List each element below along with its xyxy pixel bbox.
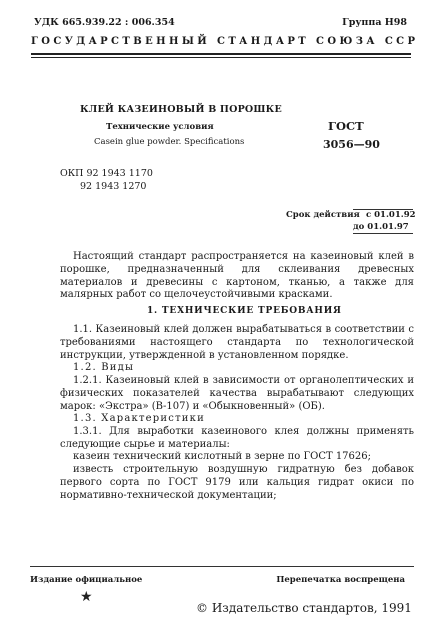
star-icon: ★ — [80, 589, 93, 605]
reprint-prohibited-label: Перепечатка воспрещена — [276, 575, 405, 585]
header-rule-thin — [31, 57, 411, 58]
udk-code: УДК 665.939.22 : 006.354 — [34, 17, 175, 28]
validity-from: с 01.01.92 — [366, 210, 416, 220]
gost-number: 3056—90 — [323, 138, 380, 151]
intro-paragraph: Настоящий стандарт распространяется на казеиновый клей в порошке, предназначенный для склеивания древесных материалов и древесины с картоном, тканью, а также для малярных работ со щелочеустойчивыми красками. — [60, 251, 414, 301]
okp-code-1: ОКП 92 1943 1170 — [60, 168, 153, 179]
gost-label: ГОСТ — [328, 119, 364, 133]
state-standard-heading: ГОСУДАРСТВЕННЫЙ СТАНДАРТ СОЮЗА ССР — [31, 36, 419, 47]
heading-1-2: 1.2. Виды — [73, 362, 135, 373]
document-subtitle: Технические условия — [106, 122, 214, 132]
paragraph-1-3-1: 1.3.1. Для выработки казеинового клея должны применять следующие сырье и материалы: — [60, 426, 414, 450]
copyright-notice: © Издательство стандартов, 1991 — [196, 601, 412, 615]
group-code: Группа Н98 — [342, 17, 407, 28]
validity-rule-bottom — [353, 233, 413, 234]
paragraph-1-2-1: 1.2.1. Казеиновый клей в зависимости от органолептических и физических показателей качества вырабатывают следующих марок: «Экстра» (В-107) и «Обыкновенный» (ОБ). — [60, 375, 414, 412]
list-item: известь строительную воздушную гидратную без добавок первого сорта по ГОСТ 9179 или кальция гидрат окиси по нормативно-технической документации; — [60, 464, 414, 501]
paragraph-1-1: 1.1. Казеиновый клей должен вырабатываться в соответствии с требованиями настоящего стандарта по технологической инструкции, утвержденной в установленном порядке. — [60, 324, 414, 361]
validity-label: Срок действия — [286, 210, 360, 220]
list-item: казеин технический кислотный в зерне по ГОСТ 17626; — [73, 451, 371, 462]
official-edition-label: Издание официальное — [30, 575, 143, 585]
document-title-en: Casein glue powder. Specifications — [94, 137, 245, 147]
validity-to: до 01.01.97 — [353, 222, 409, 232]
document-title-ru: КЛЕЙ КАЗЕИНОВЫЙ В ПОРОШКЕ — [80, 104, 282, 115]
okp-code-2: 92 1943 1270 — [80, 181, 147, 192]
section-title: 1. ТЕХНИЧЕСКИЕ ТРЕБОВАНИЯ — [147, 306, 342, 316]
footer-rule — [30, 566, 414, 567]
heading-1-3: 1.3. Характеристики — [73, 413, 205, 424]
header-rule-thick — [31, 53, 411, 55]
